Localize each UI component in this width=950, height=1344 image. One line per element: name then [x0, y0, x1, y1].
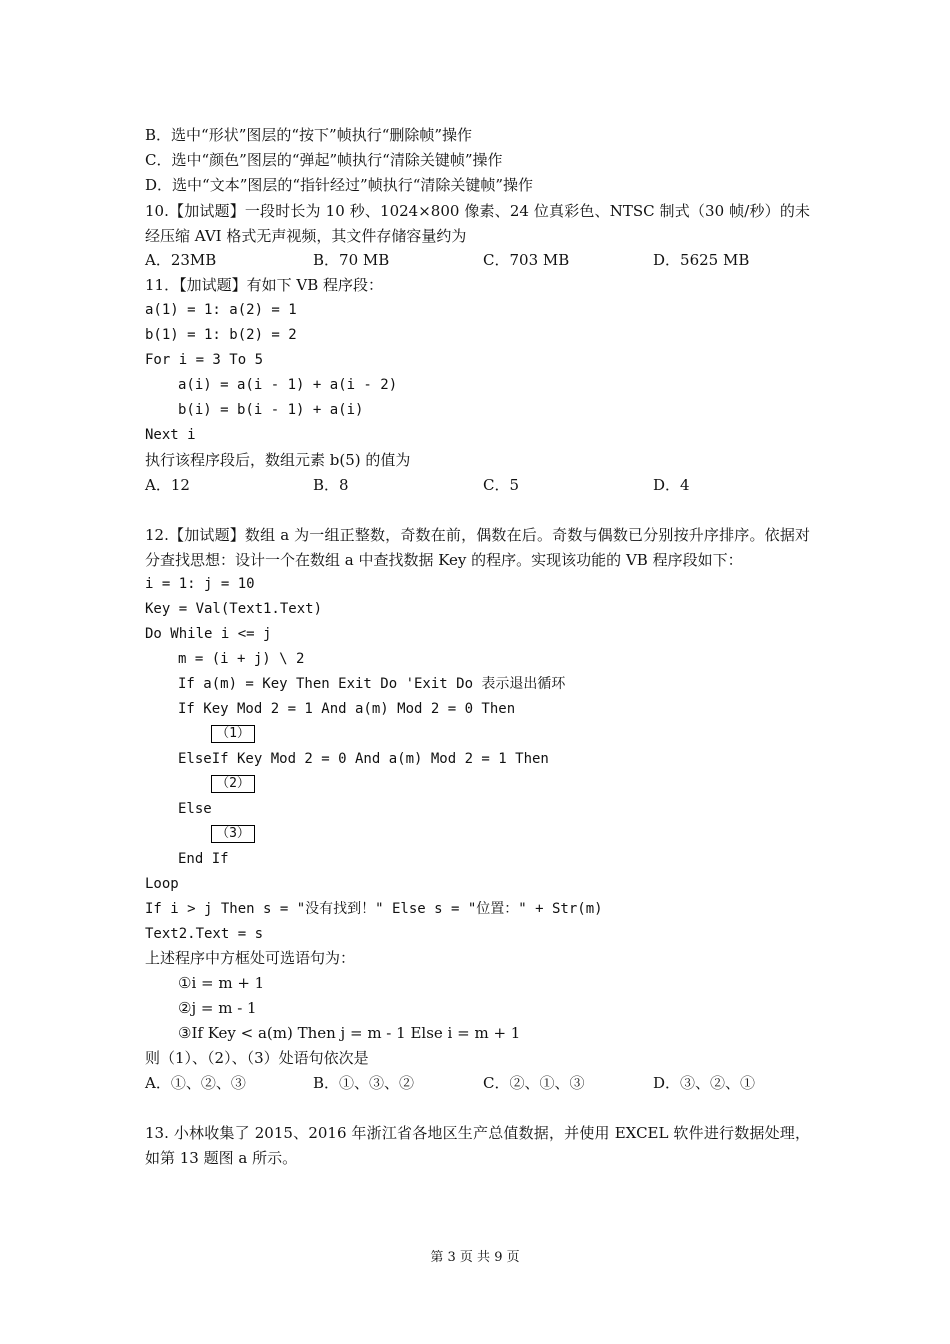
q11-option-a: A．12 — [145, 476, 190, 494]
answer-blank-3: （3） — [211, 825, 255, 843]
q12-code-line: If i > j Then s = "没有找到！" Else s = "位置：" + Str(m) — [145, 901, 603, 917]
q12-option-a: A．①、②、③ — [145, 1074, 246, 1092]
q12-option-b: B．①、③、② — [313, 1074, 415, 1092]
q11-code-line: b(i) = b(i - 1) + a(i) — [178, 402, 364, 418]
q12-option-c: C．②、①、③ — [483, 1074, 585, 1092]
answer-blank-2: （2） — [211, 775, 255, 793]
q10-option-d: D．5625 MB — [653, 251, 750, 269]
q10-stem: 10.【加试题】一段时长为 10 秒、1024×800 像素、24 位真彩色、NTSC 制式（30 帧/秒）的未经压缩 AVI 格式无声视频，其文件存储容量约为 — [145, 202, 810, 245]
q12-choice: ②j = m - 1 — [178, 999, 257, 1017]
q12-code-line: End If — [178, 851, 229, 867]
q10-option-c: C．703 MB — [483, 251, 570, 269]
q11-code-line: a(i) = a(i - 1) + a(i - 2) — [178, 377, 398, 393]
q12-code-line: i = 1: j = 10 — [145, 576, 255, 592]
q11-code-line: b(1) = 1: b(2) = 2 — [145, 327, 297, 343]
q11-code-line: Next i — [145, 427, 196, 443]
q12-code-line: Else — [178, 801, 212, 817]
q12-option-d: D．③、②、① — [653, 1074, 756, 1092]
page-footer: 第 3 页 共 9 页 — [430, 1250, 520, 1265]
q9-option-b: B．选中“形状”图层的“按下”帧执行“删除帧”操作 — [145, 126, 473, 144]
q10-option-a: A．23MB — [145, 251, 217, 269]
q12-stem: 12.【加试题】数组 a 为一组正整数，奇数在前，偶数在后。奇数与偶数已分别按升序排序。依据对分查找思想：设计一个在数组 a 中查找数据 Key 的程序。实现该功能的 VB 程序段如下： — [145, 526, 810, 569]
q11-option-c: C．5 — [483, 476, 520, 494]
q10-option-b: B．70 MB — [313, 251, 390, 269]
q12-code-line: Text2.Text = s — [145, 926, 264, 942]
q12-code-line: Do While i <= j — [145, 626, 272, 642]
q12-code-line: Loop — [145, 876, 179, 892]
q11-option-b: B．8 — [313, 476, 349, 494]
q11-question: 执行该程序段后，数组元素 b(5) 的值为 — [145, 451, 411, 469]
q11-stem: 11．【加试题】有如下 VB 程序段： — [145, 276, 383, 294]
q12-choice: ①i = m + 1 — [178, 974, 265, 992]
q9-option-d: D．选中“文本”图层的“指针经过”帧执行“清除关键帧”操作 — [145, 176, 534, 194]
q12-code-line: If a(m) = Key Then Exit Do 'Exit Do 表示退出循环 — [178, 676, 566, 692]
q12-prompt: 上述程序中方框处可选语句为： — [145, 949, 356, 967]
answer-blank-1: （1） — [211, 725, 255, 743]
q12-code-line: m = (i + j) \ 2 — [178, 651, 305, 667]
q12-choice: ③If Key < a(m) Then j = m - 1 Else i = m + 1 — [178, 1024, 521, 1042]
q11-option-d: D．4 — [653, 476, 690, 494]
q12-code-line: Key = Val(Text1.Text) — [145, 601, 323, 617]
q9-option-c: C．选中“颜色”图层的“弹起”帧执行“清除关键帧”操作 — [145, 151, 503, 169]
q11-code-line: a(1) = 1: a(2) = 1 — [145, 302, 297, 318]
q12-question: 则（1）、（2）、（3）处语句依次是 — [145, 1049, 369, 1067]
q12-code-line: If Key Mod 2 = 1 And a(m) Mod 2 = 0 Then — [178, 701, 516, 717]
q13-stem: 13. 小林收集了 2015、2016 年浙江省各地区生产总值数据，并使用 EXCEL 软件进行数据处理，如第 13 题图 a 所示。 — [145, 1124, 810, 1167]
q11-code-line: For i = 3 To 5 — [145, 352, 264, 368]
q12-code-line: ElseIf Key Mod 2 = 0 And a(m) Mod 2 = 1 Then — [178, 751, 549, 767]
